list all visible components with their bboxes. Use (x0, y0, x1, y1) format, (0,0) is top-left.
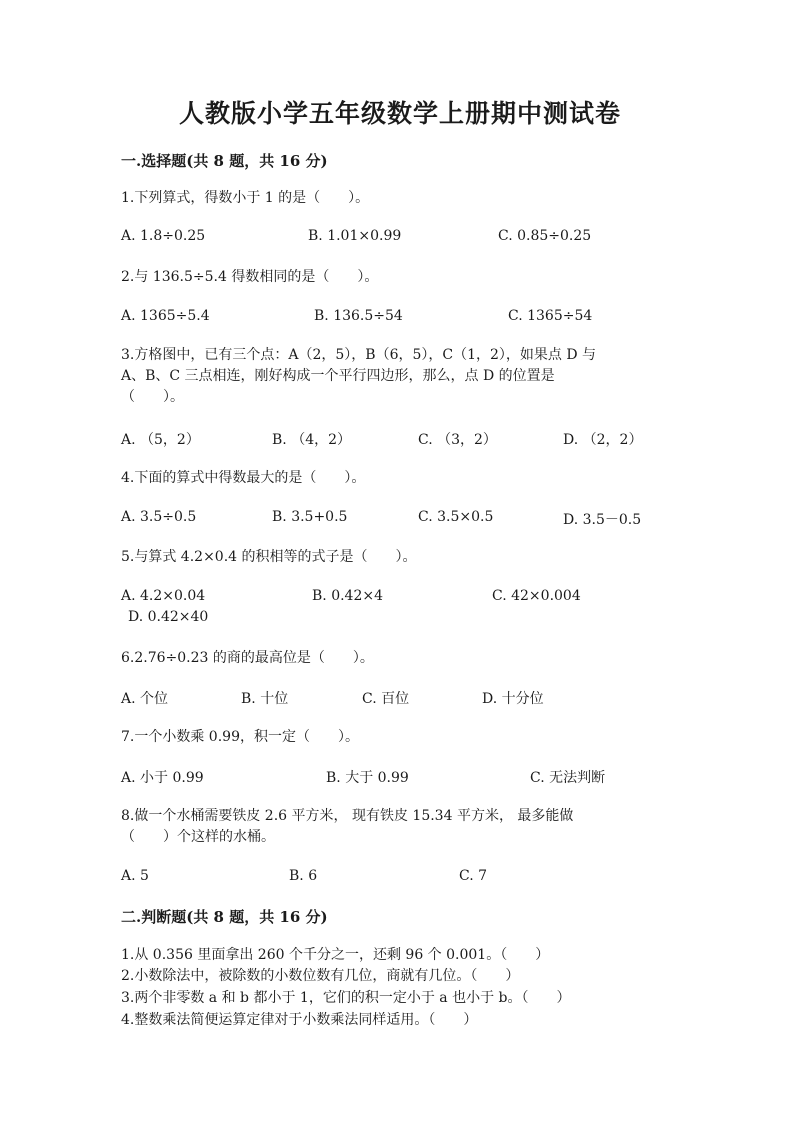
question-8-line-1: 8.做一个水桶需要铁皮 2.6 平方米， 现有铁皮 15.34 平方米， 最多能做 (121, 808, 574, 824)
question-5-option-d: D. 0.42×40 (128, 609, 209, 625)
question-5-option-b: B. 0.42×4 (312, 588, 383, 604)
question-4-option-b: B. 3.5+0.5 (272, 509, 348, 525)
question-6-option-b: B. 十位 (241, 691, 289, 707)
question-3-option-a: A. （5，2） (121, 432, 200, 448)
question-3-option-c: C. （3，2） (418, 432, 497, 448)
question-3-line-3: （ ）。 (121, 389, 184, 405)
question-4-option-d: D. 3.5－0.5 (563, 512, 642, 528)
question-6-option-c: C. 百位 (362, 691, 410, 707)
question-1-option-c: C. 0.85÷0.25 (498, 228, 592, 244)
question-5: 5.与算式 4.2×0.4 的积相等的式子是（ ）。 (121, 549, 417, 565)
question-4-option-a: A. 3.5÷0.5 (121, 509, 197, 525)
question-8-line-2: （ ）个这样的水桶。 (121, 829, 275, 845)
question-1-option-a: A. 1.8÷0.25 (121, 228, 206, 244)
question-4-option-c: C. 3.5×0.5 (418, 509, 494, 525)
question-2-option-b: B. 136.5÷54 (314, 308, 403, 324)
question-6-option-a: A. 个位 (121, 691, 169, 707)
question-1: 1.下列算式，得数小于 1 的是（ ）。 (121, 190, 370, 206)
question-7-option-b: B. 大于 0.99 (326, 770, 409, 786)
question-8-option-c: C. 7 (459, 868, 488, 884)
true-false-item-4: 4.整数乘法简便运算定律对于小数乘法同样适用。（ ） (121, 1012, 478, 1028)
question-3-option-b: B. （4，2） (272, 432, 352, 448)
question-3-line-2: A、B、C 三点相连，刚好构成一个平行四边形，那么，点 D 的位置是 (121, 368, 555, 384)
section-heading-true-false: 二.判断题(共 8 题，共 16 分) (121, 908, 328, 926)
page-title: 人教版小学五年级数学上册期中测试卷 (178, 99, 621, 128)
question-5-option-a: A. 4.2×0.04 (121, 588, 206, 604)
question-7-option-c: C. 无法判断 (530, 770, 606, 786)
question-1-option-b: B. 1.01×0.99 (308, 228, 402, 244)
question-5-option-c: C. 42×0.004 (492, 588, 581, 604)
true-false-item-1: 1.从 0.356 里面拿出 260 个千分之一，还剩 96 个 0.001。（ ） (121, 947, 550, 963)
question-3-line-1: 3.方格图中，已有三个点：A（2，5），B（6，5），C（1，2），如果点 D 与 (121, 347, 597, 363)
question-2-option-c: C. 1365÷54 (508, 308, 593, 324)
question-3-option-d: D. （2，2） (563, 432, 643, 448)
question-7: 7.一个小数乘 0.99，积一定（ ）。 (121, 729, 359, 745)
question-2-option-a: A. 1365÷5.4 (121, 308, 210, 324)
question-8-option-b: B. 6 (289, 868, 318, 884)
question-6-option-d: D. 十分位 (482, 691, 544, 707)
question-2: 2.与 136.5÷5.4 得数相同的是（ ）。 (121, 269, 379, 285)
question-4: 4.下面的算式中得数最大的是（ ）。 (121, 470, 366, 486)
question-6: 6.2.76÷0.23 的商的最高位是（ ）。 (121, 650, 374, 666)
question-8-option-a: A. 5 (121, 868, 149, 884)
true-false-item-2: 2.小数除法中，被除数的小数位数有几位，商就有几位。（ ） (121, 968, 520, 984)
section-heading-choice: 一.选择题(共 8 题，共 16 分) (121, 152, 328, 170)
true-false-item-3: 3.两个非零数 a 和 b 都小于 1，它们的积一定小于 a 也小于 b。（ ） (121, 990, 571, 1006)
question-7-option-a: A. 小于 0.99 (121, 770, 204, 786)
